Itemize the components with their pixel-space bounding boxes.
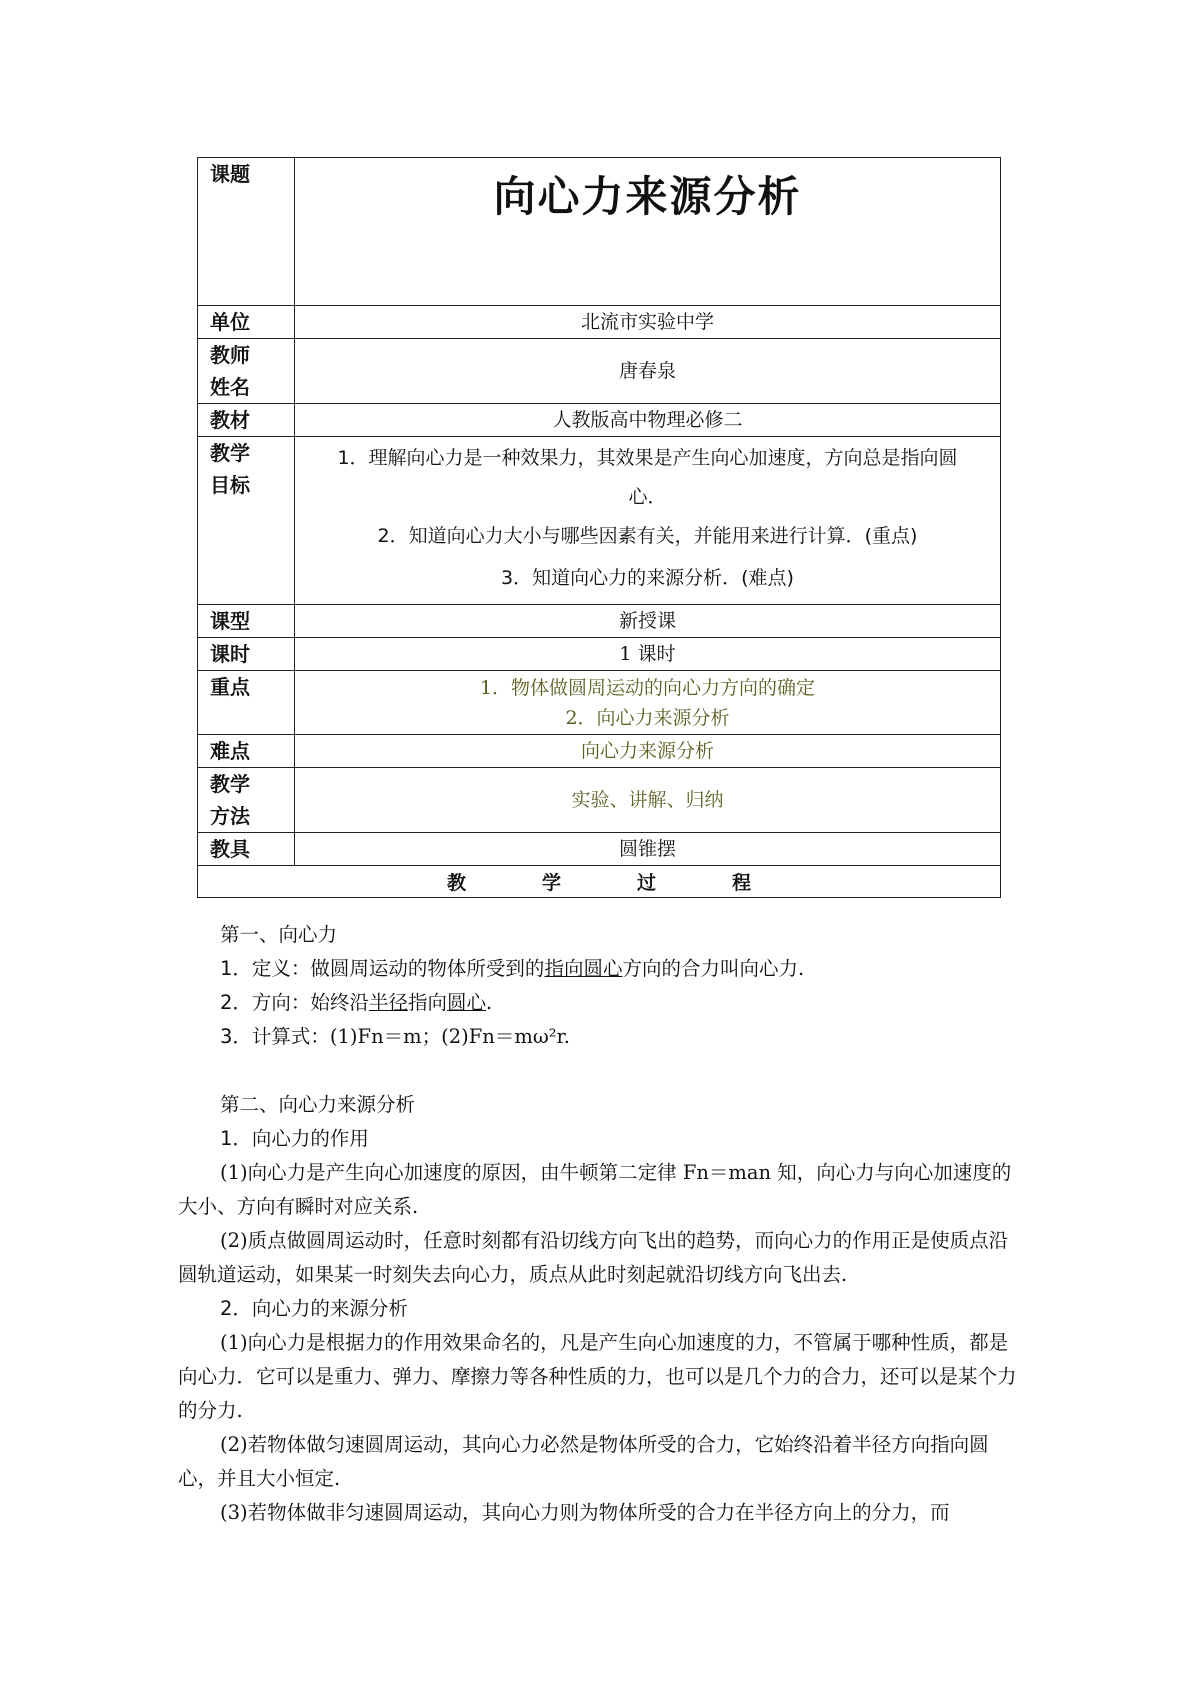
row-label: 课题 bbox=[198, 158, 295, 306]
row-value: 唐春泉 bbox=[295, 339, 1001, 404]
lesson-plan-table bbox=[197, 157, 1001, 898]
section-heading: 第二、向心力来源分析 bbox=[220, 1093, 416, 1116]
key-point-item: 1．物体做圆周运动的向心力方向的确定 bbox=[479, 676, 816, 699]
paragraph: (1)向心力是根据力的作用效果命名的，凡是产生向心加速度的力，不管属于哪种性质，都是向心力．它可以是重力、弹力、摩擦力等各种性质的力，也可以是几个力的合力，还可以是某个力的分力. bbox=[178, 1331, 1017, 1422]
row-value: 北流市实验中学 bbox=[295, 306, 1001, 339]
row-label: 教具 bbox=[198, 833, 295, 866]
table-row bbox=[198, 833, 1001, 866]
table-row bbox=[198, 605, 1001, 638]
page-title: 向心力来源分析 bbox=[493, 172, 802, 221]
definition-line: 1．定义：做圆周运动的物体所受到的指向圆心方向的合力叫向心力. bbox=[220, 957, 805, 980]
teaching-process-header: 教 学 过 程 bbox=[198, 866, 1001, 898]
paragraph: (2)质点做圆周运动时，任意时刻都有沿切线方向飞出的趋势，而向心力的作用正是使质点沿圆轨道运动，如果某一时刻失去向心力，质点从此时刻起就沿切线方向飞出去. bbox=[178, 1229, 1009, 1286]
paragraph: (3)若物体做非匀速圆周运动，其向心力则为物体所受的合力在半径方向上的分力，而 bbox=[220, 1501, 950, 1524]
subsection-heading: 2．向心力的来源分析 bbox=[220, 1297, 408, 1320]
objectives-cell bbox=[295, 437, 1001, 605]
row-label: 单位 bbox=[198, 306, 295, 339]
objective-item: 3．知道向心力的来源分析．(难点) bbox=[501, 567, 794, 589]
objective-item: 心． bbox=[628, 486, 667, 508]
key-point-item: 2．向心力来源分析 bbox=[565, 706, 730, 729]
table-row bbox=[198, 866, 1001, 898]
formula-line: 3．计算式：(1)Fn＝m；(2)Fn＝mω²r. bbox=[220, 1025, 570, 1048]
subsection-heading: 1．向心力的作用 bbox=[220, 1127, 369, 1150]
row-label: 重点 bbox=[198, 671, 295, 735]
row-value: 1 课时 bbox=[295, 638, 1001, 671]
table-row bbox=[198, 735, 1001, 768]
row-value: 新授课 bbox=[295, 605, 1001, 638]
table-row bbox=[198, 671, 1001, 735]
row-label: 教学 目标 bbox=[198, 437, 295, 605]
table-row bbox=[198, 768, 1001, 833]
section-heading: 第一、向心力 bbox=[220, 923, 338, 946]
objective-item: 1．理解向心力是一种效果力，其效果是产生向心加速度，方向总是指向圆 bbox=[337, 447, 958, 469]
row-label: 教材 bbox=[198, 404, 295, 437]
paragraph: (2)若物体做匀速圆周运动，其向心力必然是物体所受的合力，它始终沿着半径方向指向圆心，并且大小恒定. bbox=[178, 1433, 989, 1490]
paragraph: (1)向心力是产生向心加速度的原因，由牛顿第二定律 Fn＝man 知，向心力与向心加速度的大小、方向有瞬时对应关系. bbox=[178, 1161, 1012, 1218]
row-label: 课时 bbox=[198, 638, 295, 671]
table-row bbox=[198, 638, 1001, 671]
row-label: 教师 姓名 bbox=[198, 339, 295, 404]
row-value: 圆锥摆 bbox=[295, 833, 1001, 866]
row-label: 课型 bbox=[198, 605, 295, 638]
table-row bbox=[198, 404, 1001, 437]
row-value: 向心力来源分析 bbox=[295, 735, 1001, 768]
lesson-body bbox=[178, 918, 1022, 1530]
row-value: 人教版高中物理必修二 bbox=[295, 404, 1001, 437]
table-row bbox=[198, 437, 1001, 605]
row-label: 难点 bbox=[198, 735, 295, 768]
row-label: 教学 方法 bbox=[198, 768, 295, 833]
table-row bbox=[198, 339, 1001, 404]
table-row bbox=[198, 158, 1001, 306]
direction-line: 2．方向：始终沿半径指向圆心. bbox=[220, 991, 493, 1014]
row-value: 实验、讲解、归纳 bbox=[295, 768, 1001, 833]
row-value bbox=[295, 671, 1001, 735]
objective-item: 2．知道向心力大小与哪些因素有关，并能用来进行计算．(重点) bbox=[377, 525, 918, 547]
table-row bbox=[198, 306, 1001, 339]
